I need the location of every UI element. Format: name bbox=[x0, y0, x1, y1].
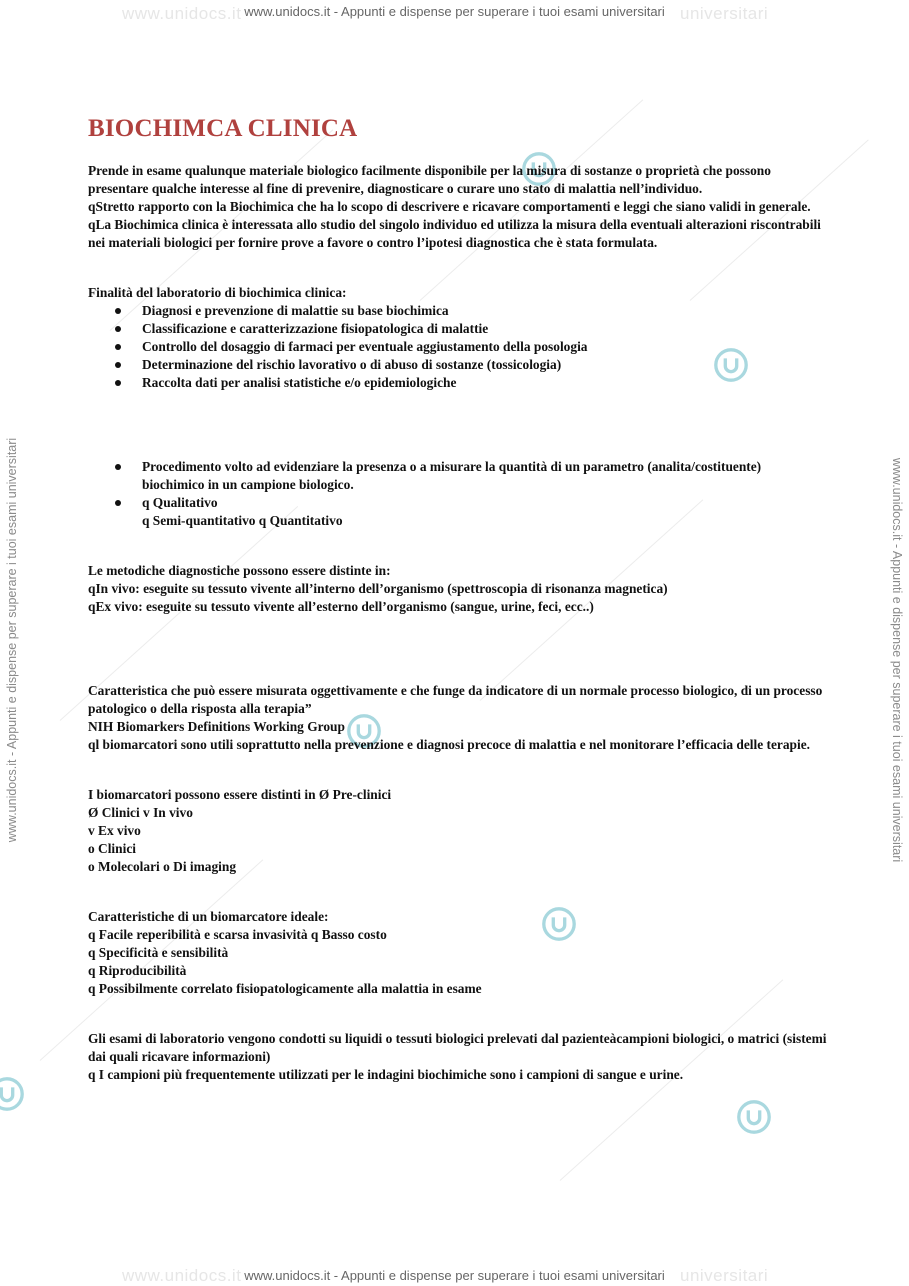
ideal-line: q Riproducibilità bbox=[88, 963, 187, 978]
finalita-list bbox=[88, 302, 828, 392]
list-item: Diagnosi e prevenzione di malattie su base biochimica bbox=[112, 302, 612, 320]
biomarker-note: ql biomarcatori sono utili soprattutto nella prevenzione e diagnosi precoce di malattia e nel monitorare l’efficacia delle terapie. bbox=[88, 737, 810, 752]
metodiche-line: qEx vivo: eseguite su tessuto vivente all’esterno dell’organismo (sangue, urine, feci, ecc..) bbox=[88, 599, 594, 614]
procedimento-tail: q Semi-quantitativo q Quantitativo bbox=[142, 513, 343, 528]
procedimento-list bbox=[88, 458, 828, 512]
biomarker-type-line: Ø Clinici v In vivo bbox=[88, 805, 193, 820]
intro-paragraph: Prende in esame qualunque materiale biologico facilmente disponibile per la misura di sostanze o proprietà che possono presentare qualche interesse al fine di prevenire, diagnosticare o curare uno stato di malattia nell’individuo. bbox=[88, 163, 771, 196]
biomarker-type-line: o Molecolari o Di imaging bbox=[88, 859, 237, 874]
side-watermark-right: www.unidocs.it - Appunti e dispense per superare i tuoi esami universitari bbox=[890, 457, 904, 863]
finalita-heading: Finalità del laboratorio di biochimica clinica: bbox=[88, 285, 347, 300]
metodiche-line: Le metodiche diagnostiche possono essere distinte in: bbox=[88, 563, 391, 578]
footer-ghost-watermark: www.unidocs.it bbox=[122, 1266, 242, 1285]
biomarker-type-line: I biomarcatori possono essere distinti in Ø Pre-clinici bbox=[88, 787, 392, 802]
document-body bbox=[88, 108, 828, 1084]
list-item: q Qualitativo bbox=[112, 494, 782, 512]
esami-paragraph: Gli esami di laboratorio vengono condotti su liquidi o tessuti biologici prelevati dal pazienteàcampioni biologici, o matrici (sistemi dai quali ricavare informazioni) bbox=[88, 1031, 827, 1064]
intro-paragraph: qLa Biochimica clinica è interessata allo studio del singolo individuo ed utilizza la misura della eventuali alterazioni riscontrabili nei materiali biologici per fornire prove a favore o contro l’ipotesi diagnostica che è stata formulata. bbox=[88, 217, 821, 250]
ideal-line: q Specificità e sensibilità bbox=[88, 945, 229, 960]
list-item: Controllo del dosaggio di farmaci per eventuale aggiustamento della posologia bbox=[112, 338, 612, 356]
footer-ghost-watermark-right: universitari bbox=[680, 1266, 769, 1285]
unidocs-logo-icon bbox=[0, 1075, 26, 1113]
list-item: Classificazione e caratterizzazione fisiopatologica di malattie bbox=[112, 320, 612, 338]
document-title: BIOCHIMCA CLINICA bbox=[88, 115, 358, 142]
header-ghost-watermark-right: universitari bbox=[680, 4, 769, 23]
footer-watermark: www.unidocs.it - Appunti e dispense per superare i tuoi esami universitari bbox=[244, 1268, 665, 1283]
esami-paragraph: q I campioni più frequentemente utilizzati per le indagini biochimiche sono i campioni di sangue e urine. bbox=[88, 1067, 684, 1082]
list-item: Raccolta dati per analisi statistiche e/o epidemiologiche bbox=[112, 374, 782, 392]
unidocs-logo-icon bbox=[735, 1098, 773, 1136]
header-ghost-watermark: www.unidocs.it bbox=[122, 4, 242, 23]
ideal-line: Caratteristiche di un biomarcatore ideale: bbox=[88, 909, 329, 924]
ideal-line: q Facile reperibilità e scarsa invasività q Basso costo bbox=[88, 927, 387, 942]
side-watermark-left: www.unidocs.it - Appunti e dispense per superare i tuoi esami universitari bbox=[5, 437, 19, 843]
ideal-line: q Possibilmente correlato fisiopatologicamente alla malattia in esame bbox=[88, 981, 482, 996]
biomarker-type-line: v Ex vivo bbox=[88, 823, 141, 838]
biomarker-type-line: o Clinici bbox=[88, 841, 136, 856]
intro-paragraph: qStretto rapporto con la Biochimica che ha lo scopo di descrivere e ricavare comportamenti e leggi che siano validi in generale. bbox=[88, 199, 811, 214]
list-item: Determinazione del rischio lavorativo o di abuso di sostanze (tossicologia) bbox=[112, 356, 782, 374]
biomarker-definition: Caratteristica che può essere misurata oggettivamente e che funge da indicatore di un normale processo biologico, di un processo patologico o della risposta alla terapia” bbox=[88, 683, 823, 716]
list-item: Procedimento volto ad evidenziare la presenza o a misurare la quantità di un parametro (analita/costituente) biochimico in un campione biologico. bbox=[112, 458, 782, 494]
metodiche-line: qIn vivo: eseguite su tessuto vivente all’interno dell’organismo (spettroscopia di risonanza magnetica) bbox=[88, 581, 668, 596]
biomarker-source: NIH Biomarkers Definitions Working Group bbox=[88, 719, 345, 734]
header-watermark: www.unidocs.it - Appunti e dispense per superare i tuoi esami universitari bbox=[244, 4, 665, 19]
